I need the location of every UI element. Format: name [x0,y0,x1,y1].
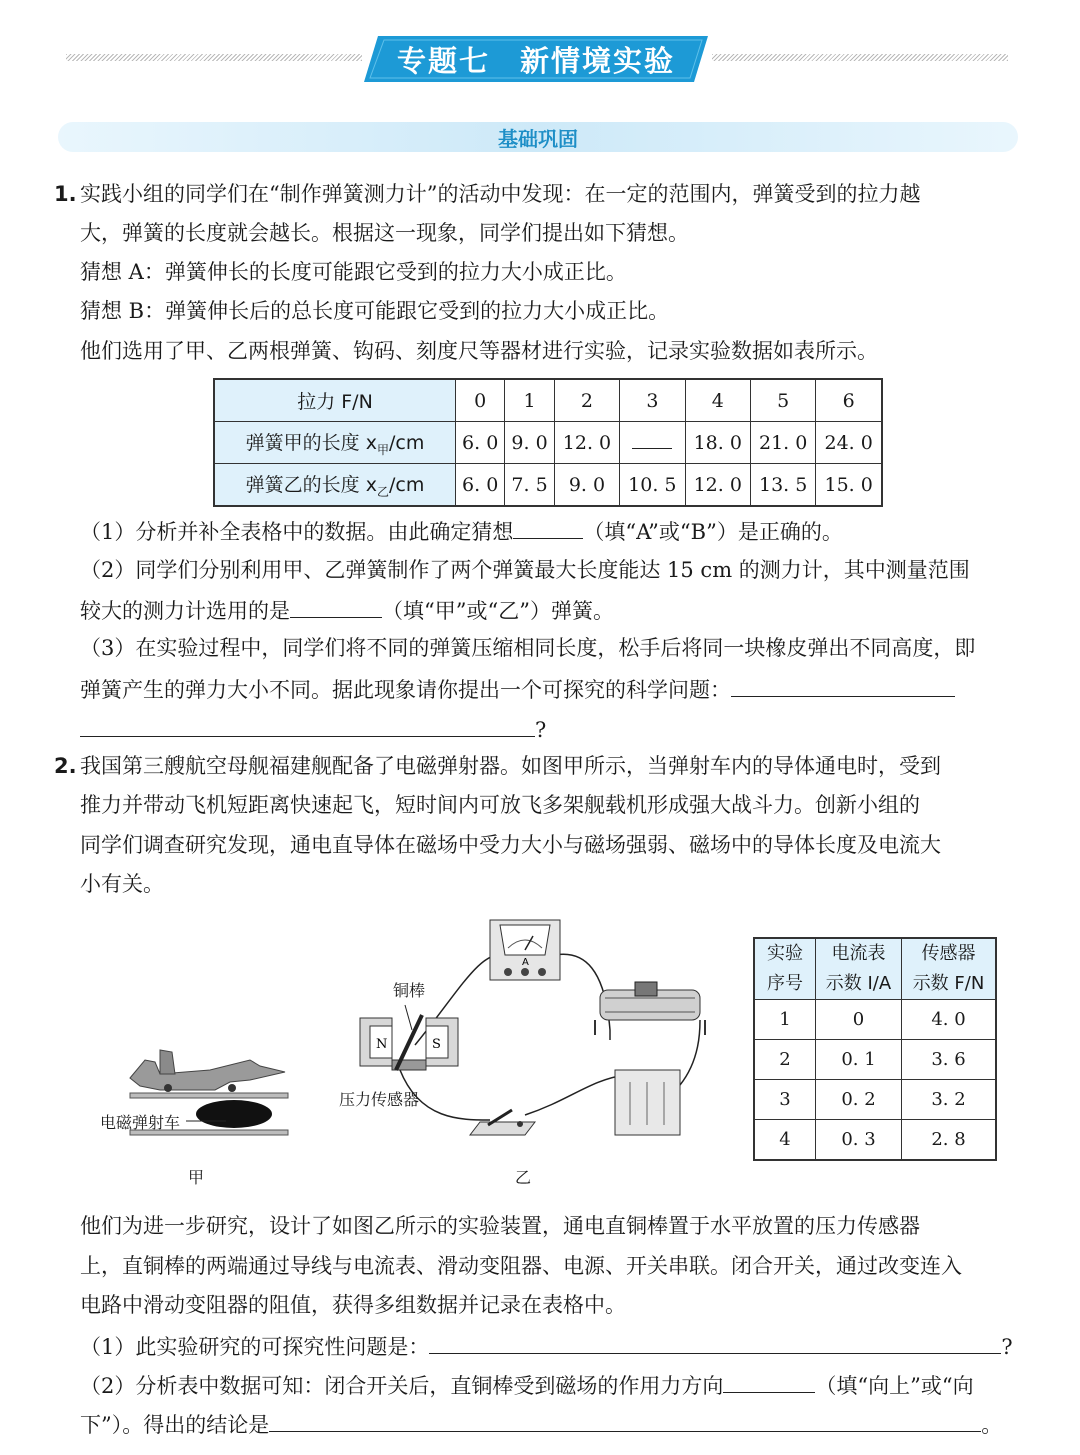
header-text: 序号 [767,973,803,994]
q2-part2-text-end: （填“向上”或“向 [815,1374,974,1398]
q1-part3-text: 弹簧产生的弹力大小不同。据此现象请你提出一个可探究的科学问题： [80,678,731,702]
topic-title: 新情境实验 [520,43,676,78]
table-cell: 7. 5 [505,464,554,507]
topic-banner [364,36,708,82]
spring-data-table [213,378,883,507]
q1-part2-text: 较大的测力计选用的是 [80,599,290,623]
q2-part2-line1 [80,1370,974,1400]
table-cell: 18. 0 [685,422,750,464]
q1-line-4: 猜想 B：弹簧伸长后的总长度可能跟它受到的拉力大小成正比。 [80,299,670,323]
question-mark: ? [1001,1335,1013,1359]
table-row [214,422,882,464]
q2-part2-text: （2）分析表中数据可知：闭合开关后，直铜棒受到磁场的作用力方向 [80,1374,724,1398]
answer-blank[interactable] [429,1331,1001,1354]
q2-after-line-2: 上，直铜棒的两端通过导线与电流表、滑动变阻器、电源、开关串联。闭合开关，通过改变连入 [80,1254,962,1278]
table-cell: 12. 0 [554,422,619,464]
label-leader-line [186,1120,226,1124]
answer-blank[interactable] [723,1370,815,1393]
table-cell: 13. 5 [750,464,815,507]
section-title: 基础巩固 [498,126,578,151]
table-cell: 3 [754,1080,816,1120]
answer-blank[interactable] [80,714,535,737]
table-row [214,464,882,507]
table-row [754,1040,996,1080]
q1-part2-text-end: （填“甲”或“乙”）弹簧。 [382,599,614,623]
table-cell: 0. 1 [816,1040,902,1080]
pressure-sensor-label: 压力传感器 [339,1090,420,1109]
ammeter-letter: A [522,957,529,968]
catapult-car-label: 电磁弹射车 [100,1113,181,1132]
table-cell: 12. 0 [685,464,750,507]
topic-number: 专题七 [396,43,490,78]
table-row [754,1000,996,1040]
section-bar [58,122,1018,152]
row-label-sub: 乙 [376,484,389,499]
header-rule-left [66,54,362,61]
table-cell: 15. 0 [816,464,882,507]
q1-part1-text: （1）分析并补全表格中的数据。由此确定猜想 [80,520,514,544]
table-cell: 1 [754,1000,816,1040]
q2-line-2: 推力并带动飞机短距离快速起飞，短时间内可放飞多架舰载机形成强大战斗力。创新小组的 [80,793,920,817]
q1-line-1: 实践小组的同学们在“制作弹簧测力计”的活动中发现：在一定的范围内，弹簧受到的拉力越 [80,182,921,206]
header-text: 电流表 [831,943,886,964]
q2-after-line-1: 他们为进一步研究，设计了如图乙所示的实验装置，通电直铜棒置于水平放置的压力传感器 [80,1214,920,1238]
answer-blank[interactable] [513,516,583,539]
table-cell: 4 [685,379,750,422]
table-cell: 6 [816,379,882,422]
table-cell: 0 [816,1000,902,1040]
table-cell: 1 [505,379,554,422]
table-cell: 3. 6 [902,1040,997,1080]
question-1-number: 1. [54,182,77,206]
header-rule-right [712,54,1008,61]
table-cell: 2 [754,1040,816,1080]
row-label-force: 拉力 F/N [214,379,456,422]
table-cell: 2 [554,379,619,422]
answer-blank[interactable] [731,674,955,697]
table-cell: 0. 3 [816,1120,902,1161]
table-cell: 9. 0 [554,464,619,507]
row-label-jia [214,422,456,464]
q2-line-3: 同学们调查研究发现，通电直导体在磁场中受力大小与磁场强弱、磁场中的导体长度及电流大 [80,833,941,857]
q2-after-line-3: 电路中滑动变阻器的阻值，获得多组数据并记录在表格中。 [80,1293,626,1317]
q1-part3-line3 [80,714,546,744]
answer-blank[interactable] [290,595,382,618]
period: 。 [981,1413,1003,1437]
table-cell: 6. 0 [456,422,505,464]
magnet-s-label: S [432,1037,441,1052]
table-cell: 10. 5 [620,464,685,507]
current-force-table [753,937,997,1161]
row-label-text: 弹簧甲的长度 x [245,431,377,454]
figure-jia-caption: 甲 [188,1168,205,1187]
q2-part2-line2 [80,1409,1002,1439]
q2-part1 [80,1331,1013,1361]
table-cell: 3 [620,379,685,422]
table-row [754,1080,996,1120]
header-cell [754,938,816,1000]
q1-part1 [80,516,843,546]
table-cell: 0. 2 [816,1080,902,1120]
q1-line-5: 他们选用了甲、乙两根弹簧、钩码、刻度尺等器材进行实验，记录实验数据如表所示。 [80,339,878,363]
table-cell: 3. 2 [902,1080,997,1120]
table-row [754,1120,996,1161]
row-label-sub: 甲 [376,442,389,457]
q1-part3-line2 [80,674,955,704]
q1-line-2: 大，弹簧的长度就会越长。根据这一现象，同学们提出如下猜想。 [80,221,689,245]
table-cell: 4 [754,1120,816,1161]
row-label-unit: /cm [388,473,425,496]
table-header-row [754,938,996,1000]
magnet-n-label: N [376,1037,388,1052]
header-text: 示数 F/N [912,973,985,994]
row-label-yi [214,464,456,507]
row-label-unit: /cm [388,431,425,454]
header-cell [816,938,902,1000]
header-cell [902,938,997,1000]
table-cell: 24. 0 [816,422,882,464]
copper-rod-label: 铜棒 [393,981,426,1000]
q1-part3-line1: （3）在实验过程中，同学们将不同的弹簧压缩相同长度，松手后将同一块橡皮弹出不同高度，即 [80,636,976,660]
q2-part1-text: （1）此实验研究的可探究性问题是： [80,1335,430,1359]
q1-part2-line2 [80,595,614,625]
table-cell: 5 [750,379,815,422]
header-text: 传感器 [921,943,976,964]
question-2-number: 2. [54,754,77,778]
q2-part2-text: 下”）。得出的结论是 [80,1413,270,1437]
table-cell: 4. 0 [902,1000,997,1040]
header-text: 实验 [767,943,803,964]
header-text: 示数 I/A [825,973,892,994]
q2-line-1: 我国第三艘航空母舰福建舰配备了电磁弹射器。如图甲所示，当弹射车内的导体通电时，受到 [80,754,941,778]
q1-part1-text-end: （填“A”或“B”）是正确的。 [583,520,843,544]
answer-blank-cell[interactable] [620,422,685,464]
table-cell: 9. 0 [505,422,554,464]
table-cell: 6. 0 [456,464,505,507]
answer-blank[interactable] [269,1409,981,1432]
question-mark: ? [535,718,547,742]
row-label-text: 弹簧乙的长度 x [245,473,377,496]
table-cell: 0 [456,379,505,422]
table-cell: 2. 8 [902,1120,997,1161]
q1-line-3: 猜想 A：弹簧伸长的长度可能跟它受到的拉力大小成正比。 [80,260,627,284]
figure-yi-caption: 乙 [515,1168,532,1187]
q2-line-4: 小有关。 [80,872,164,896]
table-cell: 21. 0 [750,422,815,464]
q1-part2-line1: （2）同学们分别利用甲、乙弹簧制作了两个弹簧最大长度能达 15 cm 的测力计，其中测量范围 [80,558,970,582]
table-row [214,379,882,422]
